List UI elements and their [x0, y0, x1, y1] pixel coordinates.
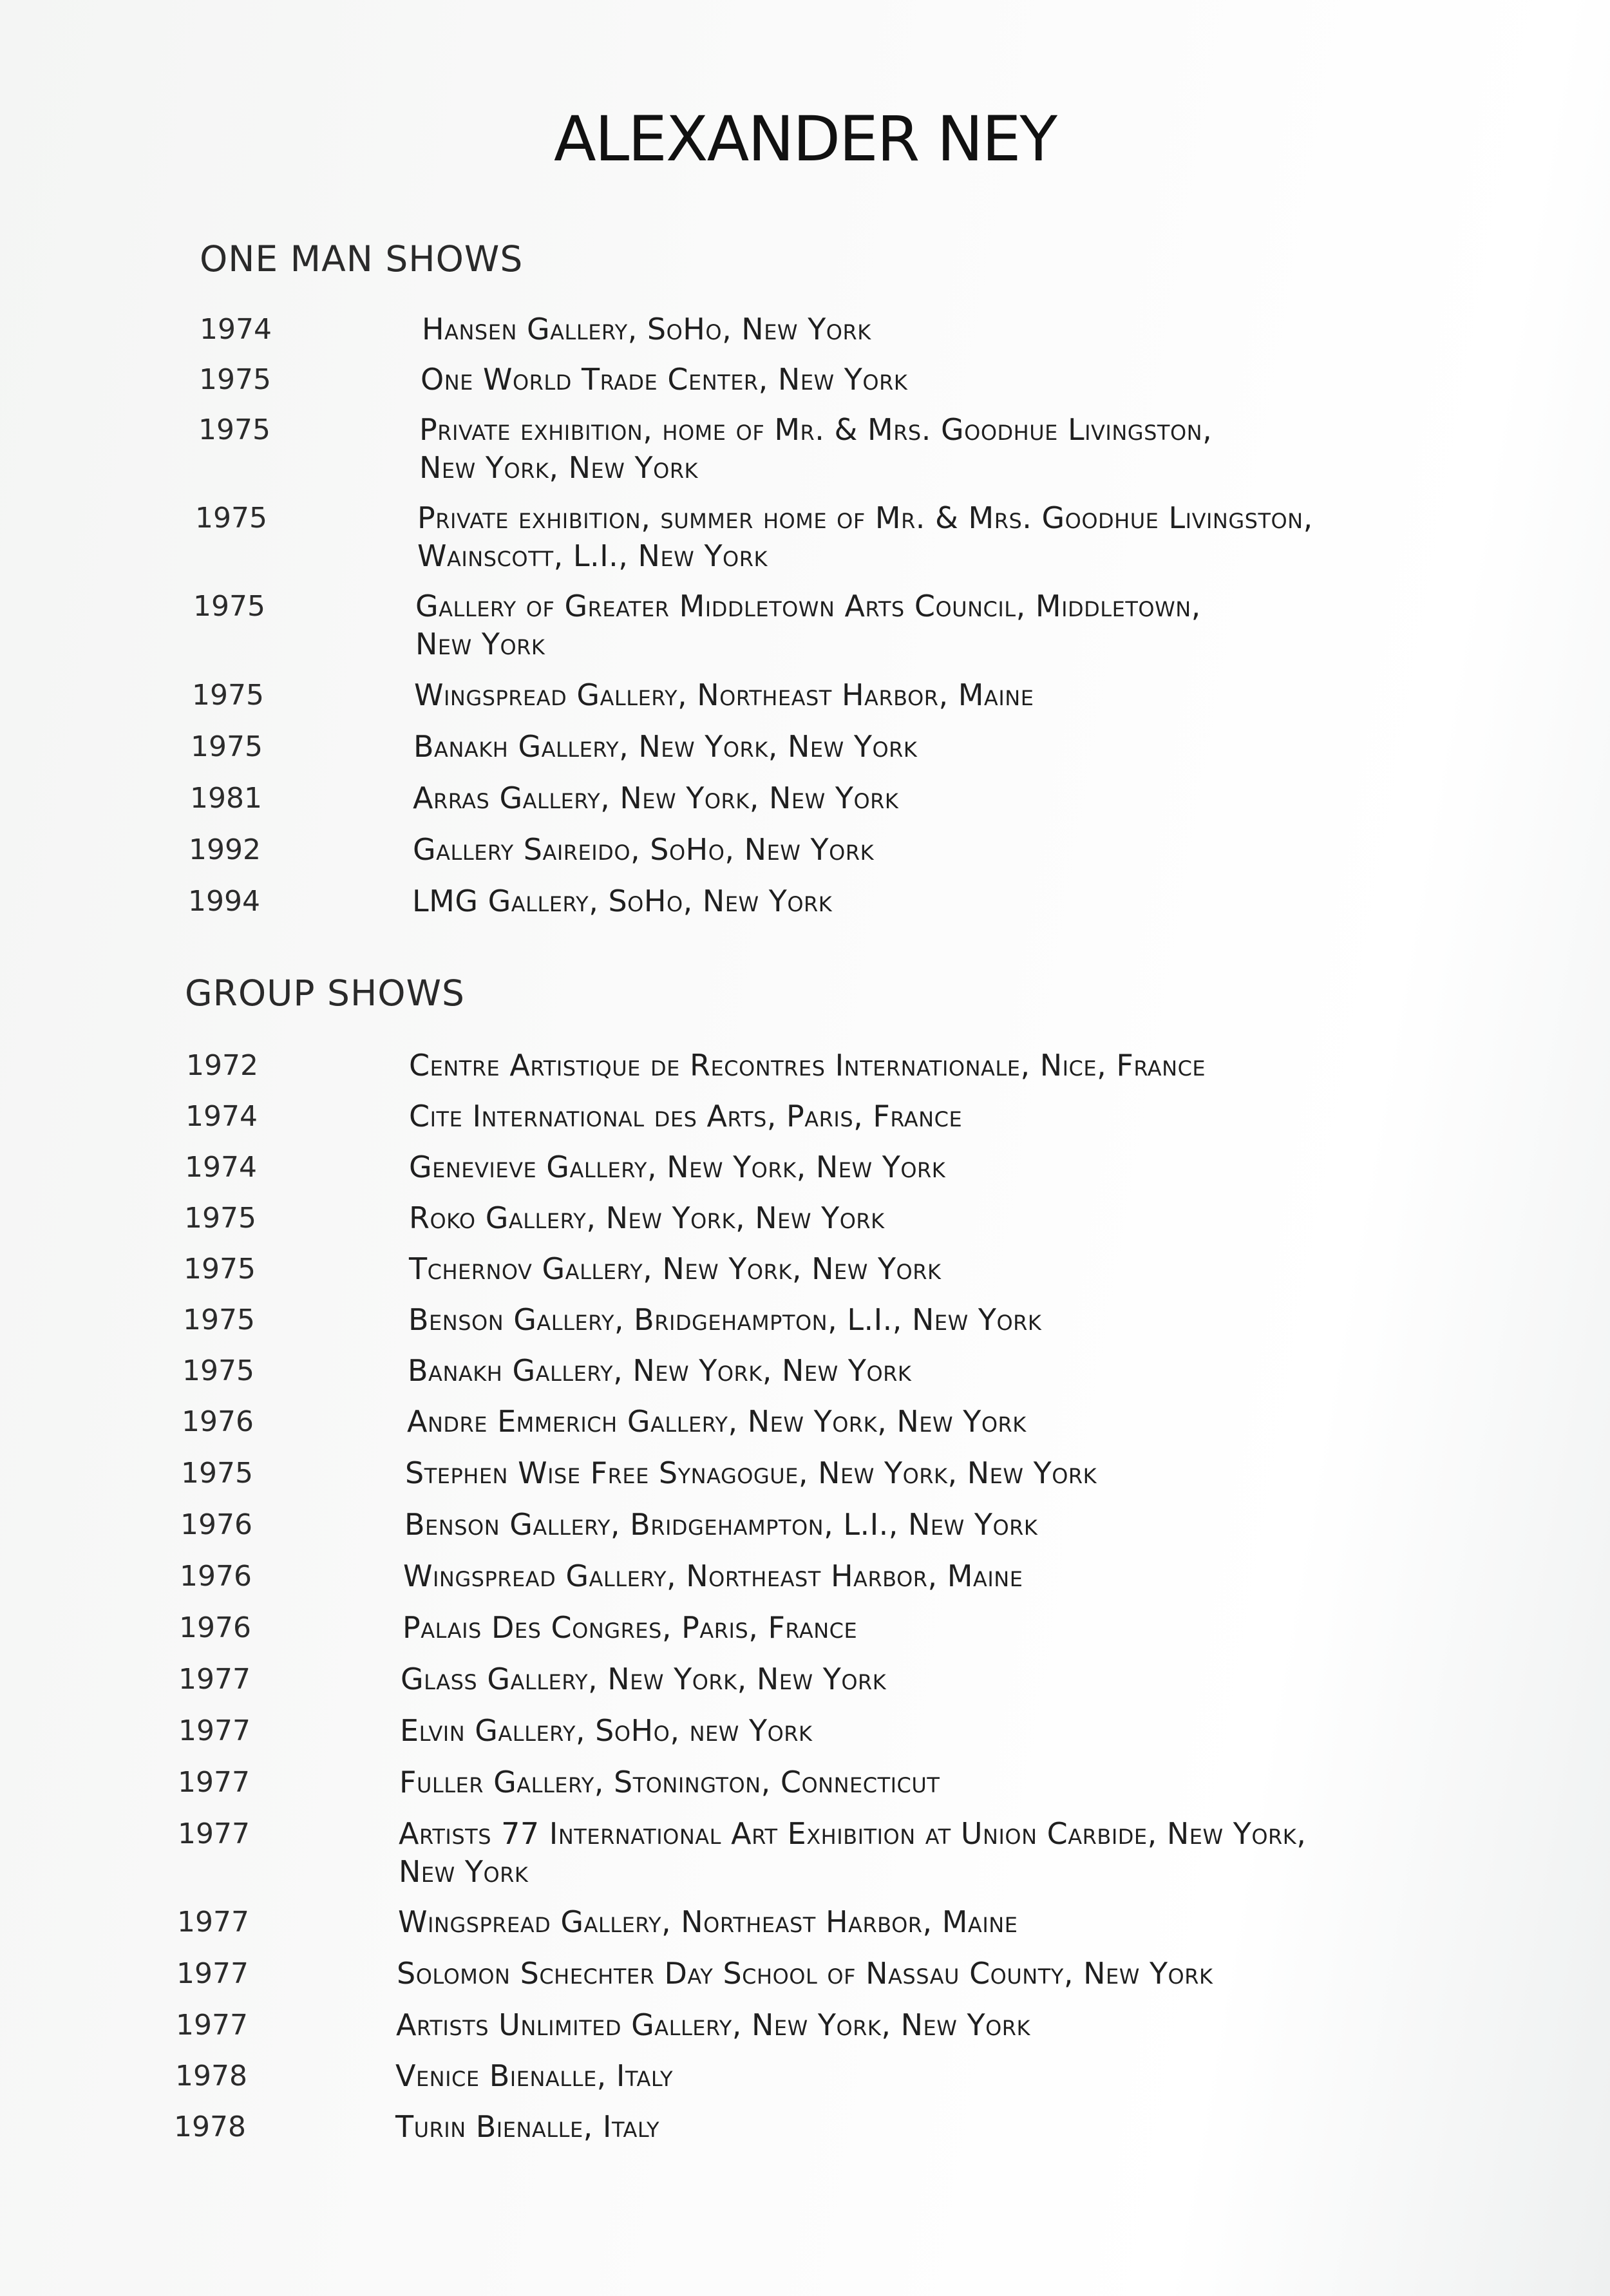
exhibition-year: 1976 — [180, 1560, 252, 1593]
exhibition-venue: Glass Gallery, New York, New York — [401, 1662, 887, 1696]
exhibition-venue: Hansen Gallery, SoHo, New York — [422, 312, 871, 346]
exhibition-venue: Venice Bienalle, Italy — [395, 2058, 674, 2093]
exhibition-year: 1974 — [185, 1151, 257, 1184]
exhibition-venue: Genevieve Gallery, New York, New York — [409, 1150, 946, 1184]
exhibition-year: 1994 — [188, 885, 260, 918]
exhibition-year: 1974 — [185, 1100, 258, 1133]
exhibition-venue: Turin Bienalle, Italy — [395, 2109, 660, 2144]
exhibition-venue: Private exhibition, home of Mr. & Mrs. Goodhue Livingston, New York, New York — [419, 412, 1213, 485]
exhibition-venue: Benson Gallery, Bridgehampton, L.I., New York — [408, 1302, 1042, 1337]
exhibition-year: 1977 — [177, 1906, 249, 1939]
exhibition-year: 1975 — [192, 679, 264, 712]
exhibition-year: 1977 — [178, 1766, 250, 1799]
exhibition-venue: Roko Gallery, New York, New York — [409, 1200, 885, 1235]
exhibition-year: 1977 — [176, 2009, 248, 2042]
exhibition-year: 1972 — [186, 1049, 258, 1082]
exhibition-year: 1977 — [178, 1817, 250, 1850]
section-heading-group-shows: GROUP SHOWS — [185, 972, 465, 1014]
exhibition-venue: Gallery of Greater Middletown Arts Council, Middletown, New York — [415, 589, 1201, 661]
exhibition-venue: LMG Gallery, SoHo, New York — [412, 884, 833, 918]
exhibition-venue: Wingspread Gallery, Northeast Harbor, Maine — [398, 1904, 1018, 1939]
exhibition-venue: Private exhibition, summer home of Mr. & Mrs. Goodhue Livingston, Wainscott, L.I., New York — [417, 500, 1313, 573]
exhibition-venue: One World Trade Center, New York — [421, 362, 908, 397]
exhibition-venue: Stephen Wise Free Synagogue, New York, New York — [405, 1456, 1097, 1490]
exhibition-venue: Fuller Gallery, Stonington, Connecticut — [399, 1765, 940, 1799]
exhibition-venue: Cite International des Arts, Paris, France — [409, 1099, 963, 1134]
exhibition-venue: Solomon Schechter Day School of Nassau County, New York — [397, 1956, 1213, 1991]
exhibition-year: 1975 — [199, 363, 271, 396]
exhibition-year: 1976 — [179, 1611, 251, 1644]
exhibition-year: 1977 — [176, 1957, 249, 1990]
exhibition-venue: Arras Gallery, New York, New York — [413, 781, 899, 815]
exhibition-venue: Andre Emmerich Gallery, New York, New York — [407, 1404, 1027, 1439]
exhibition-year: 1978 — [174, 2111, 246, 2143]
exhibition-year: 1975 — [184, 1202, 256, 1235]
section-heading-one-man-shows: ONE MAN SHOWS — [200, 238, 524, 280]
exhibition-year: 1975 — [195, 502, 267, 535]
exhibition-year: 1981 — [190, 782, 262, 815]
exhibition-year: 1975 — [182, 1354, 254, 1387]
exhibition-venue: Gallery Saireido, SoHo, New York — [413, 832, 875, 867]
exhibition-venue: Banakh Gallery, New York, New York — [413, 729, 918, 764]
exhibition-venue: Artists 77 International Art Exhibition at Union Carbide, New York, New York — [399, 1816, 1307, 1889]
exhibition-venue: Elvin Gallery, SoHo, new York — [400, 1713, 813, 1748]
exhibition-venue: Artists Unlimited Gallery, New York, New York — [396, 2007, 1031, 2042]
exhibition-year: 1976 — [180, 1508, 252, 1541]
exhibition-year: 1978 — [175, 2060, 247, 2092]
exhibition-year: 1976 — [182, 1405, 254, 1438]
exhibition-year: 1975 — [183, 1304, 255, 1336]
exhibition-year: 1977 — [178, 1663, 251, 1696]
exhibition-year: 1992 — [189, 833, 261, 866]
exhibition-venue: Wingspread Gallery, Northeast Harbor, Maine — [414, 678, 1034, 712]
exhibition-year: 1975 — [191, 730, 263, 763]
exhibition-venue: Palais Des Congres, Paris, France — [402, 1610, 858, 1645]
exhibition-year: 1975 — [181, 1457, 253, 1490]
exhibition-venue: Tchernov Gallery, New York, New York — [409, 1251, 942, 1286]
exhibition-year: 1975 — [198, 413, 270, 446]
exhibition-venue: Wingspread Gallery, Northeast Harbor, Maine — [403, 1559, 1023, 1593]
exhibition-year: 1974 — [200, 313, 272, 346]
exhibition-venue: Banakh Gallery, New York, New York — [408, 1353, 912, 1388]
exhibition-year: 1975 — [193, 590, 265, 623]
exhibition-venue: Centre Artistique de Recontres Internationale, Nice, France — [409, 1048, 1206, 1083]
page-title: ALEXANDER NEY — [554, 103, 1056, 175]
exhibition-year: 1977 — [178, 1714, 251, 1747]
exhibition-year: 1975 — [184, 1253, 256, 1286]
exhibition-venue: Benson Gallery, Bridgehampton, L.I., New York — [404, 1507, 1038, 1542]
